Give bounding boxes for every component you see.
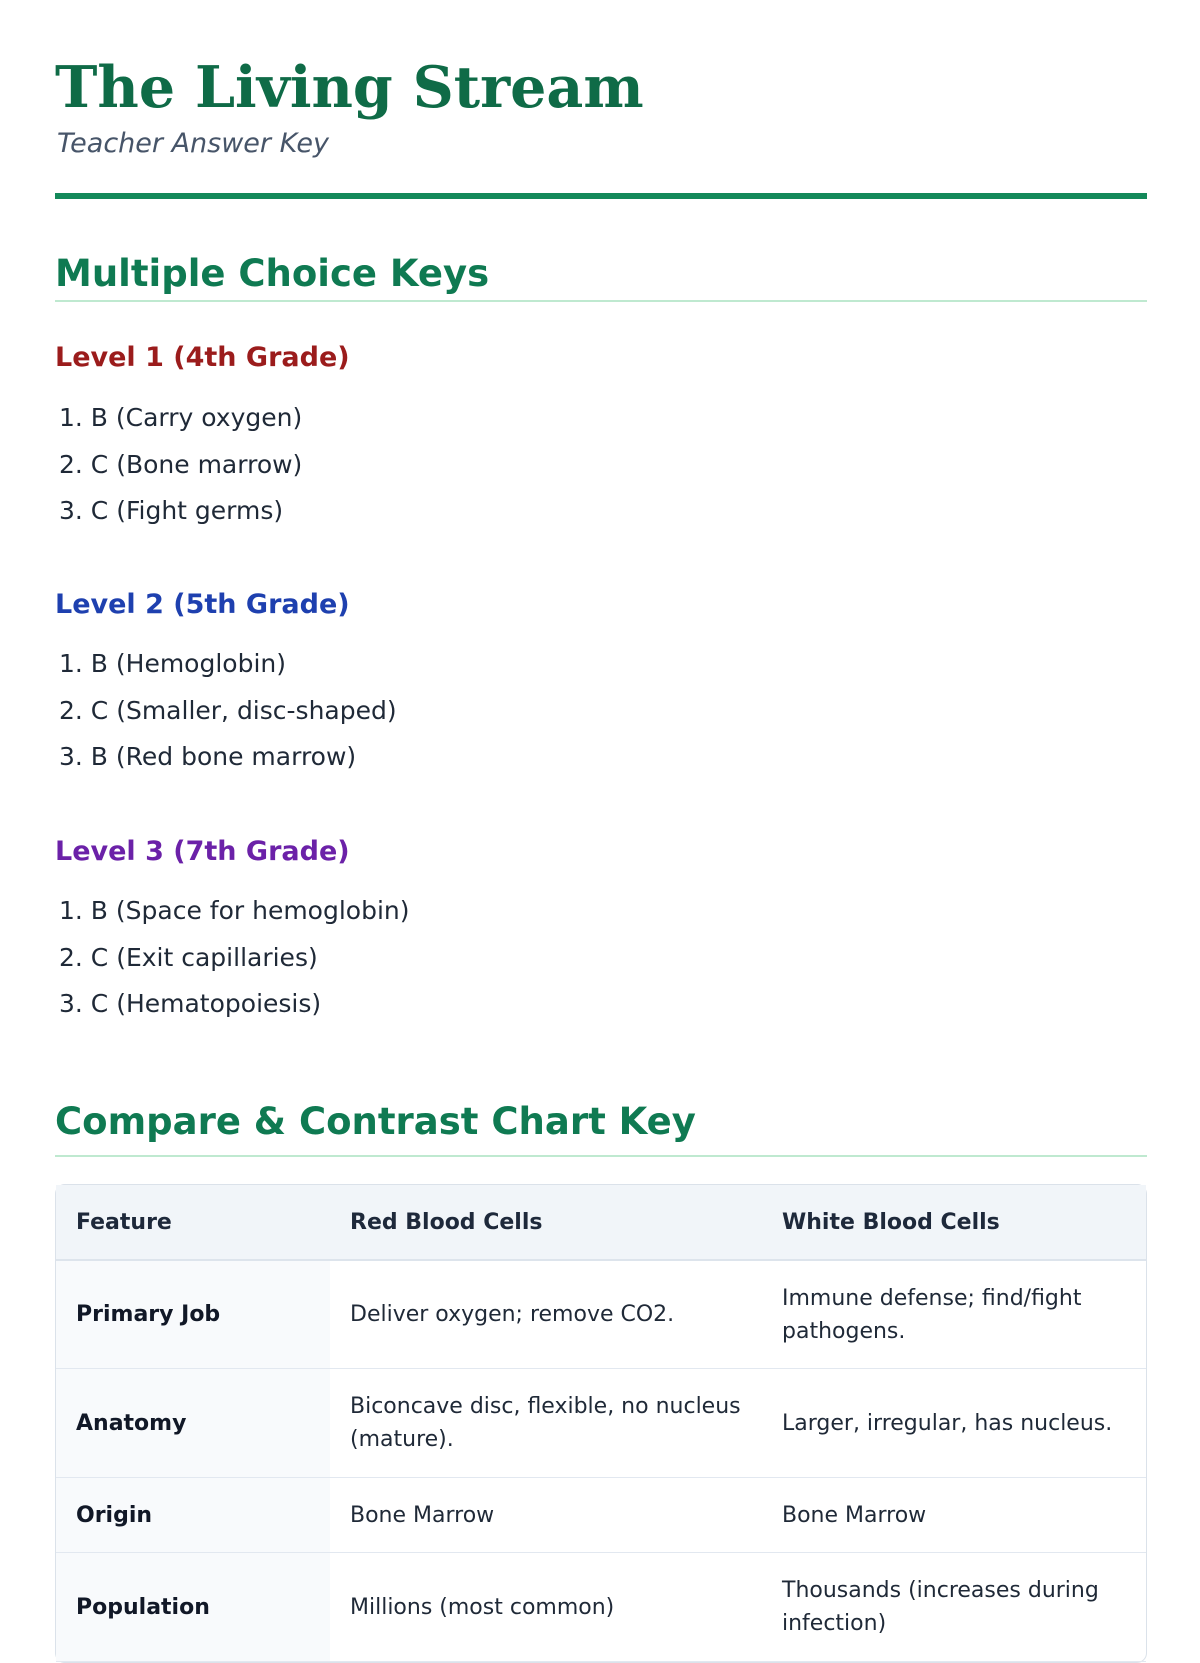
red-blood-cell-cell: Deliver oxygen; remove CO2. [330, 1261, 762, 1369]
red-blood-cell-cell: Biconcave disc, flexible, no nucleus (mature). [330, 1369, 762, 1478]
feature-cell: Primary Job [56, 1261, 330, 1369]
table-row [56, 1478, 1146, 1553]
level-1-answer-list [59, 395, 302, 535]
red-blood-cell-cell: Bone Marrow [330, 1478, 762, 1553]
answer-item: 1. B (Space for hemoglobin) [59, 896, 410, 925]
level-2-title: Level 2 (5th Grade) [55, 589, 350, 620]
white-blood-cell-cell: Larger, irregular, has nucleus. [762, 1369, 1146, 1478]
column-header-white-blood-cells: White Blood Cells [762, 1185, 1146, 1261]
answer-item: 3. C (Hematopoiesis) [59, 989, 322, 1018]
column-header-red-blood-cells: Red Blood Cells [330, 1185, 762, 1261]
red-blood-cell-cell: Millions (most common) [330, 1553, 762, 1662]
column-header-feature: Feature [56, 1185, 330, 1261]
section-title-multiple-choice: Multiple Choice Keys [55, 252, 490, 295]
feature-cell: Population [56, 1553, 330, 1662]
answer-item: 3. C (Fight germs) [59, 496, 284, 525]
table-row [56, 1553, 1146, 1662]
compare-contrast-table [55, 1184, 1147, 1663]
level-1-title: Level 1 (4th Grade) [55, 342, 350, 373]
feature-cell: Origin [56, 1478, 330, 1553]
answer-item: 2. C (Exit capillaries) [59, 942, 318, 972]
answer-item: 3. B (Red bone marrow) [59, 742, 357, 771]
page-title: The Living Stream [55, 54, 644, 121]
answer-item: 2. C (Bone marrow) [59, 449, 303, 479]
page-subtitle: Teacher Answer Key [57, 128, 329, 159]
level-3-title: Level 3 (7th Grade) [55, 836, 350, 867]
level-2-answer-list [59, 641, 397, 781]
table-row [56, 1261, 1146, 1369]
table-row [56, 1369, 1146, 1478]
table-header-row [56, 1185, 1146, 1261]
white-blood-cell-cell: Thousands (increases during infection) [762, 1553, 1146, 1662]
white-blood-cell-cell: Bone Marrow [762, 1478, 1146, 1553]
level-3-answer-list [59, 888, 410, 1028]
answer-item: 1. B (Hemoglobin) [59, 649, 287, 678]
answer-item: 2. C (Smaller, disc-shaped) [59, 695, 397, 725]
section-divider [55, 300, 1147, 302]
answer-key-page [55, 0, 1147, 1636]
feature-cell: Anatomy [56, 1369, 330, 1478]
section-title-compare-chart: Compare & Contrast Chart Key [55, 1100, 696, 1143]
section-divider [55, 1155, 1147, 1157]
answer-item: 1. B (Carry oxygen) [59, 403, 303, 432]
white-blood-cell-cell: Immune defense; find/fight pathogens. [762, 1261, 1146, 1369]
header-divider [55, 193, 1147, 199]
